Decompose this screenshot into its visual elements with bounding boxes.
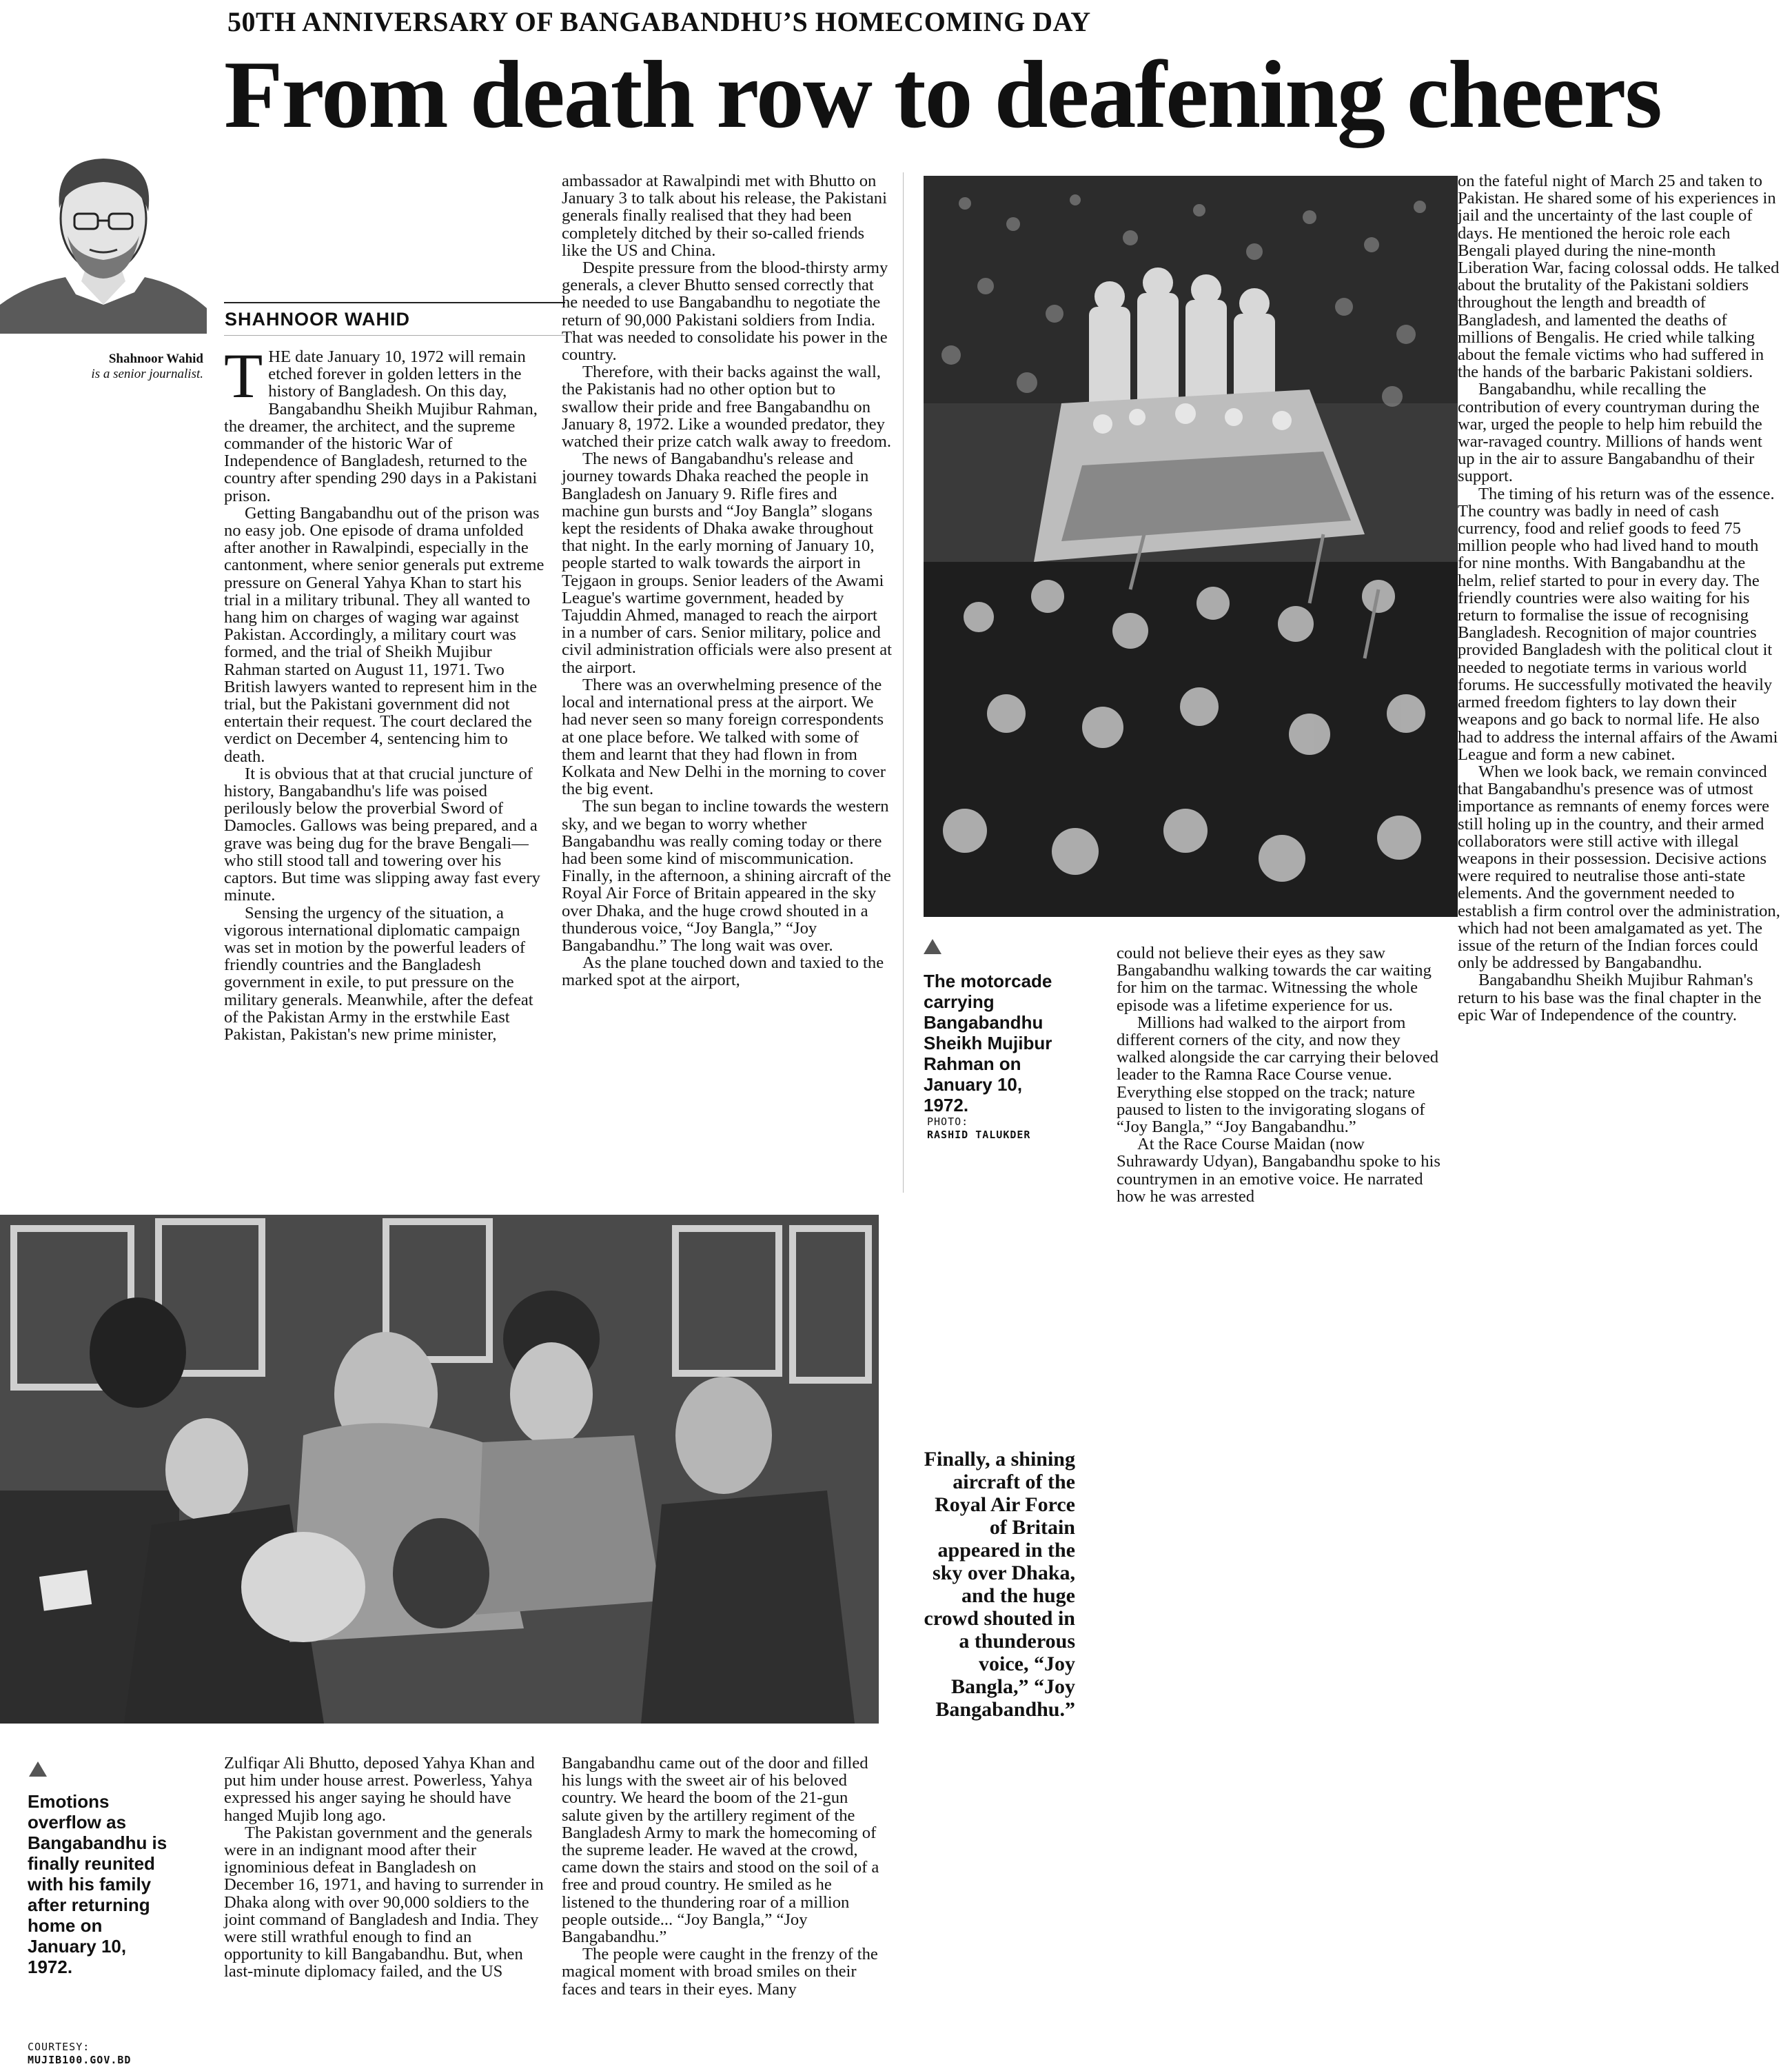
photo-caption-motorcade: The motorcade carrying Bangabandhu Sheikh Mujibur Rahman on January 10, 1972.: [924, 971, 1052, 1115]
photo-caption-family: Emotions overflow as Bangabandhu is finally reunited with his family after returning home on January 10, 1972.: [28, 1791, 167, 1977]
article-paragraph: Therefore, with their backs against the wall, the Pakistanis had no other option but to swallow their pride and free Bangabandhu on January 8, 1972. Like a wounded predator, they watched their prize catch walk away to freedom.: [562, 363, 891, 452]
credit-name: MUJIB100.GOV.BD: [28, 2054, 132, 2066]
author-bio: [14, 352, 203, 382]
credit-name: RASHID TALUKDER: [927, 1129, 1031, 1141]
article-paragraph: The Pakistan government and the generals were in an indignant mood after their ignominious defeat in Bangladesh on December 16, 1971, and having to surrender in Dhaka along with over 90,000 soldiers to the joint command of Bangladesh and India. They were still wrathful enough to find an opportunity to kill Bangabandhu. But, when last-minute diplomacy failed, and the US: [224, 1823, 544, 1981]
photo-family-reunion: [0, 1215, 879, 1724]
headline: From death row to deafening cheers: [224, 41, 1661, 148]
byline-separator: [224, 335, 565, 336]
article-column-4: [1458, 172, 1782, 1024]
article-paragraph: Despite pressure from the blood-thirsty army generals, a clever Bhutto sensed correctly that he needed to use Bangabandhu to negotiate the return of 90,000 Pakistani soldiers from India. That was needed to consolidate his power in the country.: [562, 259, 888, 365]
lead-continuation: remain etched forever in golden letters in the history of Bangladesh. On this day, Bangabandhu Sheikh Mujibur Rahman, the dreamer, the architect, and the supreme commander of the historic War of Independence of Bangladesh, returned to the country after spending 290 days in a Pakistani prison.: [224, 347, 538, 505]
article-paragraph: The people were caught in the frenzy of the magical moment with broad smiles on their faces and tears in their eyes. Many: [562, 1945, 878, 1999]
column-divider: [903, 172, 904, 1193]
article-paragraph: Zulfiqar Ali Bhutto, deposed Yahya Khan and put him under house arrest. Powerless, Yahya expressed his anger saying he should have hanged Mujib long ago.: [224, 1754, 535, 1825]
photo-credit-family: [28, 2041, 186, 2067]
article-paragraph: ambassador at Rawalpindi met with Bhutto on January 3 to talk about his release, the Pakistani generals finally realised that they had been completely ditched by their so-called friends like the US and China.: [562, 172, 887, 260]
photo-motorcade: [924, 176, 1458, 917]
article-paragraph: Sensing the urgency of the situation, a vigorous international diplomatic campaign was set in motion by the powerful leaders of friendly countries and the Bangladesh government in exile, to put pressure on the military generals. Meanwhile, after the defeat of the Pakistan Army in the erstwhile East Pakistan, Pakistan's new prime minister,: [224, 903, 533, 1044]
article-paragraph: on the fateful night of March 25 and taken to Pakistan. He shared some of his experiences in jail and the uncertainty of the last couple of days. He mentioned the heroic role each Bengali played during the nine-month Liberation War, facing colossal odds. He talked about the brutality of the Pakistani soldiers throughout the length and breadth of Bangladesh, and lamented the deaths of millions of Bengalis. He cried while talking about the female victims who had suffered in the hands of the barbaric Pakistani soldiers.: [1458, 172, 1780, 382]
photo-credit-motorcade: [927, 1115, 1086, 1142]
article-paragraph: Millions had walked to the airport from different corners of the city, and now they walked alongside the car carrying their beloved leader to the Ramna Race Course venue. Everything else stopped on the track; nature paused to listen to the invigorating slogans of “Joy Bangla,” “Joy Bangabandhu.”: [1117, 1013, 1439, 1137]
credit-label: COURTESY:: [28, 2041, 90, 2053]
article-column-3: [1117, 944, 1447, 1205]
byline-rule: [224, 302, 565, 303]
article-paragraph: As the plane touched down and taxied to the marked spot at the airport,: [562, 953, 884, 990]
caption-arrow-icon: [924, 939, 941, 954]
article-paragraph: Bangabandhu Sheikh Mujibur Rahman's return to his base was the final chapter in the epic War of Independence of the country.: [1458, 971, 1762, 1024]
article-column-2: [562, 172, 893, 989]
article-paragraph: At the Race Course Maidan (now Suhrawardy Udyan), Bangabandhu spoke to his countrymen in an emotive voice. He narrated how he was arrested: [1117, 1135, 1440, 1206]
article-column-6: [562, 1755, 886, 1998]
article-column-1: [224, 341, 548, 1044]
article-paragraph: The sun began to incline towards the western sky, and we began to worry whether Bangabandhu was really coming today or there had been some kind of miscommunication. Finally, in the afternoon, a shining aircraft of the Royal Air Force of Britain appeared in the sky over Dhaka, and the huge crowd shouted in a thunderous voice, “Joy Bangla,” “Joy Bangabandhu.” The long wait was over.: [562, 797, 891, 955]
article-paragraph: Getting Bangabandhu out of the prison was no easy job. One episode of drama unfolded after another in Rawalpindi, especially in the cantonment, where senior generals put extreme pressure on General Yahya Khan to start his trial in a military tribunal. They all wanted to hang him on charges of waging war against Pakistan. Accordingly, a military court was formed, and the trial of Sheikh Mujibur Rahman started on August 11, 1971. Two British lawyers wanted to represent him in the trial, but the Pakistani government did not entertain their request. The court declared the verdict on December 4, sentencing him to death.: [224, 503, 544, 766]
article-paragraph: There was an overwhelming presence of the local and international press at the airport. We had never seen so many foreign correspondents at one place before. We talked with some of them and learnt that they had flown in from Kolkata and New Delhi in the morning to cover the big event.: [562, 675, 886, 799]
article-column-5: [224, 1755, 544, 1981]
article-paragraph: Bangabandhu came out of the door and filled his lungs with the sweet air of his beloved country. We heard the boom of the 21-gun salute given by the artillery regiment of the Bangladesh Army to mark the homecoming of the supreme leader. He waved at the crowd, came down the stairs and stood on the soil of a free and proud country. He smiled as he listened to the thundering roar of a million people outside... “Joy Bangla,” “Joy Bangabandhu.”: [562, 1754, 879, 1947]
author-description: is a senior journalist.: [91, 367, 203, 381]
caption-arrow-icon: [29, 1761, 47, 1777]
article-paragraph: The timing of his return was of the essence. The country was badly in need of cash currency, food and relief goods to feed 75 million people who had lived hand to mouth for nine months. With Bangabandhu at the helm, relief started to pour in every day. The friendly countries were also waiting for his return to formalise the issue of recognising Bangladesh. Recognition of major countries provided Bangladesh with the political clout it needed to negotiate terms in various world forums. He successfully motivated the heavily armed freedom fighters to lay down their weapons and go back to normal life. He also had to address the internal affairs of the Awami League and form a new cabinet.: [1458, 484, 1778, 764]
pull-quote: Finally, a shining aircraft of the Royal Air Force of Britain appeared in the sky over Dhaka, and the huge crowd shouted in a thunderous voice, “Joy Bangla,” “Joy Bangabandhu.”: [924, 1448, 1075, 1721]
kicker: 50TH ANNIVERSARY OF BANGABANDHU’S HOMECOMING DAY: [227, 6, 1091, 37]
credit-label: PHOTO:: [927, 1115, 969, 1128]
article-paragraph: It is obvious that at that crucial juncture of history, Bangabandhu's life was poised perilously below the proverbial Sword of Damocles. Gallows was being prepared, and a grave was being dug for the brave Bengali—who still stood tall and towering over his captors. But time was slipping away fast every minute.: [224, 764, 540, 905]
drop-cap: T: [224, 341, 263, 411]
lead-text: HE date January 10, 1972 will: [268, 347, 475, 366]
article-paragraph: Bangabandhu, while recalling the contribution of every countryman during the war, urged the people to help him rebuild the war-ravaged country. Millions of hands went up in the air to assure Bangabandhu of their support.: [1458, 380, 1762, 486]
article-paragraph: [224, 341, 548, 505]
author-portrait: [0, 146, 207, 334]
article-paragraph: could not believe their eyes as they saw Bangabandhu walking towards the car waiting for him on the tarmac. Witnessing the whole episode was a lifetime experience for us.: [1117, 944, 1432, 1015]
byline: SHAHNOOR WAHID: [225, 309, 410, 330]
article-paragraph: The news of Bangabandhu's release and journey towards Dhaka reached the people in Bangladesh on January 9. Rifle fires and machine gun bursts and “Joy Bangla” slogans kept the residents of Dhaka awake throughout that night. In the early morning of January 10, people started to walk towards the airport in Tejgaon in groups. Senior leaders of the Awami League's wartime government, headed by Tajuddin Ahmed, managed to reach the airport in a number of cars. Senior military, police and civil administration officials were also present at the airport.: [562, 449, 892, 677]
article-paragraph: When we look back, we remain convinced that Bangabandhu's presence was of utmost importance as remnants of enemy forces were still holing up in the country, and their armed collaborators were still active with illegal weapons in their possession. Decisive actions were required to neutralise those anti-state elements. And the government needed to establish a firm control over the administration, which had not been amalgamated as yet. The issue of the return of the Indian forces could only be addressed by Bangabandhu.: [1458, 762, 1780, 973]
author-name: Shahnoor Wahid: [108, 352, 203, 366]
